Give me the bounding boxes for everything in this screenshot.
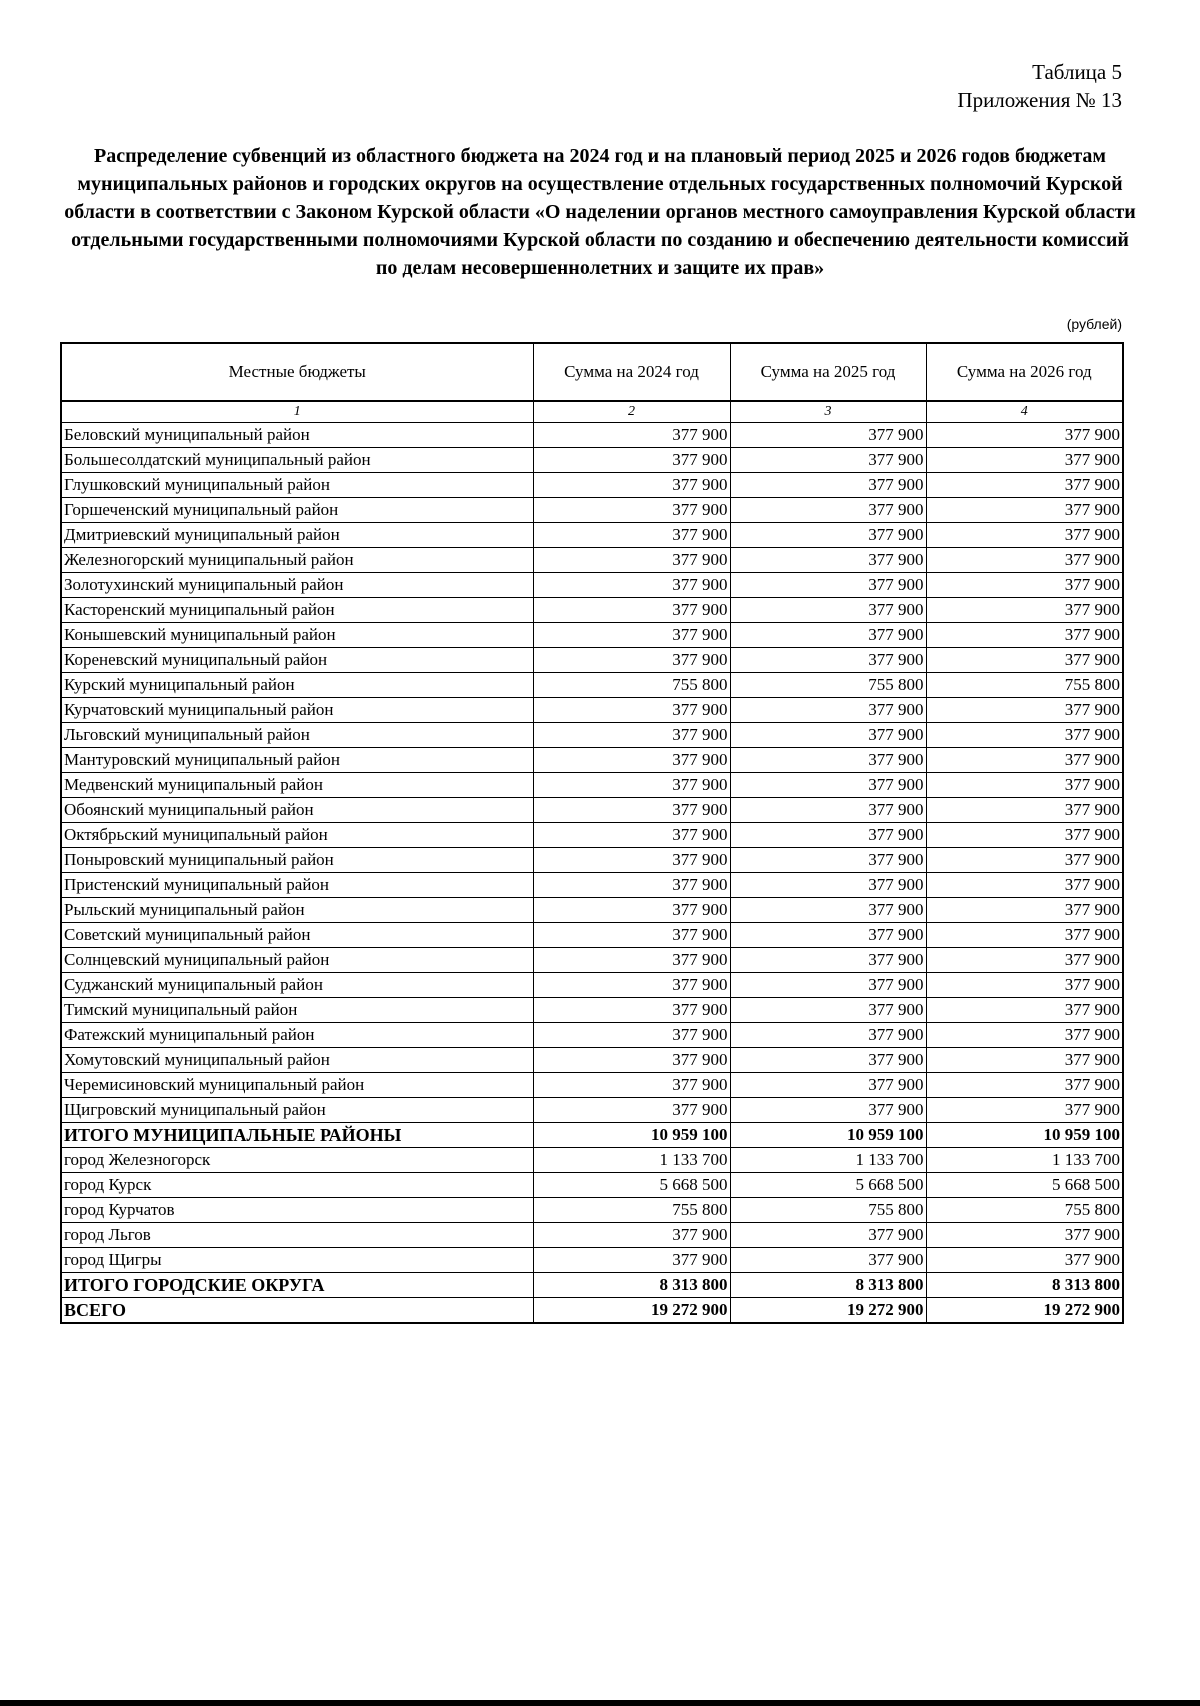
table-row — [61, 848, 1123, 873]
amount-2024-cell: 377 900 — [533, 748, 730, 773]
amount-2026-cell: 377 900 — [926, 423, 1123, 448]
amount-2024-cell: 377 900 — [533, 823, 730, 848]
amount-2025-cell: 377 900 — [730, 1223, 926, 1248]
total-row — [61, 1298, 1123, 1324]
amount-2026-cell: 377 900 — [926, 848, 1123, 873]
table-row — [61, 948, 1123, 973]
amount-2025-cell: 19 272 900 — [730, 1298, 926, 1324]
amount-2025-cell: 377 900 — [730, 1048, 926, 1073]
page-header — [957, 58, 1122, 114]
amount-2024-cell: 377 900 — [533, 423, 730, 448]
amount-2026-cell: 755 800 — [926, 1198, 1123, 1223]
table-label: Таблица 5 — [1032, 60, 1122, 84]
amount-2024-cell: 377 900 — [533, 723, 730, 748]
amount-2024-cell: 377 900 — [533, 573, 730, 598]
budget-name-cell: Курчатовский муниципальный район — [61, 698, 533, 723]
amount-2026-cell: 8 313 800 — [926, 1273, 1123, 1298]
amount-2026-cell: 377 900 — [926, 1098, 1123, 1123]
amount-2026-cell: 377 900 — [926, 1048, 1123, 1073]
amount-2024-cell: 377 900 — [533, 473, 730, 498]
amount-2026-cell: 377 900 — [926, 998, 1123, 1023]
amount-2026-cell: 377 900 — [926, 1223, 1123, 1248]
table-row — [61, 1073, 1123, 1098]
budget-name-cell: Медвенский муниципальный район — [61, 773, 533, 798]
amount-2024-cell: 377 900 — [533, 873, 730, 898]
column-number: 3 — [730, 401, 926, 423]
budget-name-cell: Железногорский муниципальный район — [61, 548, 533, 573]
budget-name-cell: ИТОГО ГОРОДСКИЕ ОКРУГА — [61, 1273, 533, 1298]
amount-2026-cell: 755 800 — [926, 673, 1123, 698]
amount-2025-cell: 377 900 — [730, 973, 926, 998]
amount-2025-cell: 377 900 — [730, 598, 926, 623]
budget-name-cell: Рыльский муниципальный район — [61, 898, 533, 923]
budget-name-cell: город Курск — [61, 1173, 533, 1198]
budget-name-cell: город Щигры — [61, 1248, 533, 1273]
amount-2025-cell: 377 900 — [730, 548, 926, 573]
amount-2024-cell: 377 900 — [533, 1248, 730, 1273]
amount-2025-cell: 377 900 — [730, 898, 926, 923]
table-row — [61, 1148, 1123, 1173]
budget-name-cell: Большесолдатский муниципальный район — [61, 448, 533, 473]
amount-2026-cell: 377 900 — [926, 1023, 1123, 1048]
amount-2026-cell: 377 900 — [926, 573, 1123, 598]
amount-2025-cell: 377 900 — [730, 998, 926, 1023]
amount-2026-cell: 377 900 — [926, 448, 1123, 473]
amount-2025-cell: 8 313 800 — [730, 1273, 926, 1298]
amount-2024-cell: 377 900 — [533, 448, 730, 473]
amount-2026-cell: 377 900 — [926, 823, 1123, 848]
budget-name-cell: Курский муниципальный район — [61, 673, 533, 698]
amount-2025-cell: 377 900 — [730, 723, 926, 748]
table-row — [61, 1223, 1123, 1248]
amount-2024-cell: 377 900 — [533, 498, 730, 523]
amount-2026-cell: 377 900 — [926, 948, 1123, 973]
amount-2025-cell: 1 133 700 — [730, 1148, 926, 1173]
budget-name-cell: Кореневский муниципальный район — [61, 648, 533, 673]
table-row — [61, 1198, 1123, 1223]
table-row — [61, 748, 1123, 773]
table-row — [61, 473, 1123, 498]
amount-2024-cell: 377 900 — [533, 973, 730, 998]
budget-name-cell: Хомутовский муниципальный район — [61, 1048, 533, 1073]
budget-name-cell: город Льгов — [61, 1223, 533, 1248]
column-number: 2 — [533, 401, 730, 423]
amount-2025-cell: 377 900 — [730, 473, 926, 498]
table-row — [61, 1023, 1123, 1048]
amount-2026-cell: 377 900 — [926, 523, 1123, 548]
table-row — [61, 773, 1123, 798]
table-row — [61, 923, 1123, 948]
budget-name-cell: Суджанский муниципальный район — [61, 973, 533, 998]
table-row — [61, 623, 1123, 648]
amount-2025-cell: 377 900 — [730, 698, 926, 723]
amount-2025-cell: 377 900 — [730, 573, 926, 598]
amount-2024-cell: 377 900 — [533, 898, 730, 923]
amount-2025-cell: 755 800 — [730, 673, 926, 698]
amount-2026-cell: 377 900 — [926, 1073, 1123, 1098]
amount-2024-cell: 377 900 — [533, 548, 730, 573]
table-row — [61, 498, 1123, 523]
amount-2026-cell: 377 900 — [926, 748, 1123, 773]
budget-name-cell: Пристенский муниципальный район — [61, 873, 533, 898]
table-row — [61, 823, 1123, 848]
budget-name-cell: Обоянский муниципальный район — [61, 798, 533, 823]
amount-2025-cell: 377 900 — [730, 448, 926, 473]
table-row — [61, 998, 1123, 1023]
column-number-row — [61, 401, 1123, 423]
budget-name-cell: Солнцевский муниципальный район — [61, 948, 533, 973]
table-row — [61, 898, 1123, 923]
total-row — [61, 1123, 1123, 1148]
table-row — [61, 648, 1123, 673]
amount-2026-cell: 1 133 700 — [926, 1148, 1123, 1173]
amount-2024-cell: 377 900 — [533, 598, 730, 623]
table-body — [61, 423, 1123, 1324]
budget-name-cell: Горшеченский муниципальный район — [61, 498, 533, 523]
amount-2026-cell: 377 900 — [926, 648, 1123, 673]
amount-2025-cell: 377 900 — [730, 1023, 926, 1048]
budget-name-cell: ИТОГО МУНИЦИПАЛЬНЫЕ РАЙОНЫ — [61, 1123, 533, 1148]
budget-name-cell: Золотухинский муниципальный район — [61, 573, 533, 598]
amount-2024-cell: 377 900 — [533, 1023, 730, 1048]
amount-2025-cell: 10 959 100 — [730, 1123, 926, 1148]
amount-2025-cell: 377 900 — [730, 798, 926, 823]
budget-name-cell: Дмитриевский муниципальный район — [61, 523, 533, 548]
table-header-row — [61, 343, 1123, 401]
amount-2026-cell: 5 668 500 — [926, 1173, 1123, 1198]
table-row — [61, 873, 1123, 898]
amount-2025-cell: 377 900 — [730, 773, 926, 798]
amount-2024-cell: 19 272 900 — [533, 1298, 730, 1324]
amount-2026-cell: 10 959 100 — [926, 1123, 1123, 1148]
table-row — [61, 423, 1123, 448]
amount-2025-cell: 5 668 500 — [730, 1173, 926, 1198]
amount-2026-cell: 377 900 — [926, 498, 1123, 523]
budget-name-cell: город Курчатов — [61, 1198, 533, 1223]
amount-2024-cell: 377 900 — [533, 848, 730, 873]
amount-2026-cell: 377 900 — [926, 773, 1123, 798]
amount-2025-cell: 377 900 — [730, 1098, 926, 1123]
amount-2025-cell: 377 900 — [730, 948, 926, 973]
subventions-table — [60, 342, 1124, 1324]
amount-2024-cell: 8 313 800 — [533, 1273, 730, 1298]
table-row — [61, 1048, 1123, 1073]
amount-2026-cell: 377 900 — [926, 923, 1123, 948]
amount-2026-cell: 377 900 — [926, 973, 1123, 998]
amount-2026-cell: 377 900 — [926, 873, 1123, 898]
amount-2024-cell: 377 900 — [533, 698, 730, 723]
amount-2025-cell: 377 900 — [730, 848, 926, 873]
total-row — [61, 1273, 1123, 1298]
amount-2024-cell: 377 900 — [533, 998, 730, 1023]
amount-2026-cell: 377 900 — [926, 1248, 1123, 1273]
amount-2025-cell: 377 900 — [730, 498, 926, 523]
amount-2024-cell: 377 900 — [533, 1098, 730, 1123]
table-row — [61, 1173, 1123, 1198]
amount-2025-cell: 377 900 — [730, 523, 926, 548]
amount-2026-cell: 377 900 — [926, 798, 1123, 823]
budget-name-cell: Поныровский муниципальный район — [61, 848, 533, 873]
column-header-2024: Сумма на 2024 год — [533, 343, 730, 401]
amount-2025-cell: 377 900 — [730, 748, 926, 773]
amount-2025-cell: 377 900 — [730, 923, 926, 948]
table-row — [61, 1098, 1123, 1123]
budget-name-cell: Льговский муниципальный район — [61, 723, 533, 748]
amount-2026-cell: 377 900 — [926, 473, 1123, 498]
budget-name-cell: Щигровский муниципальный район — [61, 1098, 533, 1123]
table-row — [61, 973, 1123, 998]
table-row — [61, 598, 1123, 623]
units-label: (рублей) — [1066, 316, 1122, 332]
scan-edge — [0, 1700, 1200, 1706]
amount-2026-cell: 377 900 — [926, 723, 1123, 748]
amount-2024-cell: 377 900 — [533, 798, 730, 823]
amount-2024-cell: 10 959 100 — [533, 1123, 730, 1148]
table-row — [61, 448, 1123, 473]
amount-2025-cell: 377 900 — [730, 1073, 926, 1098]
amount-2025-cell: 377 900 — [730, 623, 926, 648]
budget-name-cell: Мантуровский муниципальный район — [61, 748, 533, 773]
budget-name-cell: город Железногорск — [61, 1148, 533, 1173]
budget-name-cell: Конышевский муниципальный район — [61, 623, 533, 648]
amount-2024-cell: 1 133 700 — [533, 1148, 730, 1173]
table-row — [61, 723, 1123, 748]
column-header-budgets: Местные бюджеты — [61, 343, 533, 401]
amount-2026-cell: 377 900 — [926, 548, 1123, 573]
amount-2026-cell: 19 272 900 — [926, 1298, 1123, 1324]
budget-name-cell: ВСЕГО — [61, 1298, 533, 1324]
amount-2024-cell: 377 900 — [533, 523, 730, 548]
amount-2025-cell: 377 900 — [730, 648, 926, 673]
table-row — [61, 573, 1123, 598]
amount-2025-cell: 377 900 — [730, 823, 926, 848]
amount-2024-cell: 377 900 — [533, 648, 730, 673]
column-number: 1 — [61, 401, 533, 423]
amount-2026-cell: 377 900 — [926, 698, 1123, 723]
amount-2026-cell: 377 900 — [926, 898, 1123, 923]
amount-2024-cell: 755 800 — [533, 673, 730, 698]
budget-name-cell: Октябрьский муниципальный район — [61, 823, 533, 848]
budget-name-cell: Беловский муниципальный район — [61, 423, 533, 448]
budget-name-cell: Глушковский муниципальный район — [61, 473, 533, 498]
amount-2024-cell: 5 668 500 — [533, 1173, 730, 1198]
amount-2025-cell: 377 900 — [730, 1248, 926, 1273]
budget-name-cell: Фатежский муниципальный район — [61, 1023, 533, 1048]
budget-name-cell: Черемисиновский муниципальный район — [61, 1073, 533, 1098]
amount-2024-cell: 377 900 — [533, 773, 730, 798]
column-header-2026: Сумма на 2026 год — [926, 343, 1123, 401]
budget-name-cell: Советский муниципальный район — [61, 923, 533, 948]
column-number: 4 — [926, 401, 1123, 423]
table-row — [61, 548, 1123, 573]
table-row — [61, 1248, 1123, 1273]
table-row — [61, 698, 1123, 723]
document-title: Распределение субвенций из областного бюджета на 2024 год и на плановый период 2025 и 2026 годов бюджетам муниципальных районов и городских округов на осуществление отдельных государственных полномочий Курской области в соответствии с Законом Курской области «О наделении органов местного самоуправления Курской области отдельными государственными полномочиями Курской области по созданию и обеспечению деятельности комиссий по делам несовершеннолетних и защите их прав» — [64, 145, 1136, 279]
table-row — [61, 673, 1123, 698]
table-row — [61, 798, 1123, 823]
budget-name-cell: Тимский муниципальный район — [61, 998, 533, 1023]
amount-2025-cell: 377 900 — [730, 423, 926, 448]
amount-2024-cell: 377 900 — [533, 923, 730, 948]
amount-2024-cell: 377 900 — [533, 1073, 730, 1098]
appendix-label: Приложения № 13 — [957, 88, 1122, 112]
amount-2025-cell: 377 900 — [730, 873, 926, 898]
amount-2024-cell: 377 900 — [533, 1223, 730, 1248]
table-row — [61, 523, 1123, 548]
amount-2025-cell: 755 800 — [730, 1198, 926, 1223]
budget-name-cell: Касторенский муниципальный район — [61, 598, 533, 623]
amount-2024-cell: 377 900 — [533, 1048, 730, 1073]
amount-2026-cell: 377 900 — [926, 623, 1123, 648]
column-header-2025: Сумма на 2025 год — [730, 343, 926, 401]
amount-2024-cell: 377 900 — [533, 623, 730, 648]
amount-2026-cell: 377 900 — [926, 598, 1123, 623]
amount-2024-cell: 377 900 — [533, 948, 730, 973]
amount-2024-cell: 755 800 — [533, 1198, 730, 1223]
